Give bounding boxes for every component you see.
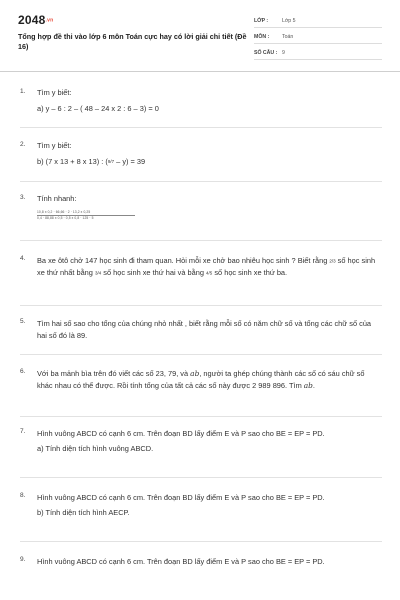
question-divider <box>20 305 382 306</box>
meta-value: Lớp 5 <box>282 17 296 24</box>
numerator: 10,8 x 0,2 · 66,66 · 2 · 13,2 x 0,25 <box>37 209 91 214</box>
question-text: Với ba mảnh bìa trên đó viết các số 23, 79, và ab, người ta ghép chúng thành các số có sáu chữ số khác nhau có thể được. Rồi tính tổng của tất cả các số này được 2 989 896. Tìm ab. <box>37 369 365 390</box>
meta-key: LỚP : <box>254 17 269 24</box>
variable-ab: ab <box>303 380 313 390</box>
question-content <box>37 157 382 167</box>
question-prompt: Tìm y biết: <box>37 141 72 150</box>
question-number: 1. <box>20 88 26 95</box>
question-prompt: Tìm y biết: <box>37 88 72 97</box>
page-header <box>0 0 400 78</box>
calc-expression <box>37 210 382 221</box>
fraction: 4/5 <box>206 270 213 276</box>
question-number: 9. <box>20 556 26 563</box>
question-number: 3. <box>20 194 26 201</box>
meta-key: SỐ CÂU : <box>254 49 278 56</box>
fraction: 9/7 <box>107 159 115 164</box>
question-number: 2. <box>20 141 26 148</box>
question-text: Hình vuông ABCD có cạnh 6 cm. Trên đoạn BD lấy điểm E và P sao cho BE = EP = PD. <box>37 429 325 438</box>
meta-key: MÔN : <box>254 33 270 40</box>
meta-value: Toán <box>282 33 294 40</box>
content-text: b) (7 x 13 + 8 x 13) : ( <box>37 156 108 166</box>
question-text: Ba xe ôtô chở 147 học sinh đi tham quan. Hỏi mỗi xe chở bao nhiêu học sinh ? Biết rằng 2/3 số học sinh xe thứ nhất bằng 3/4 số học sinh xe thứ hai và bằng 4/5 số học sinh xe thứ ba. <box>37 256 376 277</box>
meta-row-subject <box>254 30 382 44</box>
meta-row-grade <box>254 14 382 28</box>
content-text: – y) = 39 <box>114 156 146 166</box>
meta-row-count <box>254 46 382 60</box>
question-number: 6. <box>20 368 26 375</box>
logo-tld: .vn <box>45 17 54 24</box>
question-divider <box>20 416 382 417</box>
question-divider <box>20 541 382 542</box>
fraction: 3/4 <box>94 270 102 276</box>
question-divider <box>20 354 382 355</box>
header-divider <box>0 71 400 72</box>
question-number: 8. <box>20 492 26 499</box>
question-divider <box>20 127 382 128</box>
denominator: 0,4 · 88,88 x 0,5 · 0,5 x 0,8 · 125 · 5 <box>37 215 94 220</box>
question-prompt: Tính nhanh: <box>37 194 77 203</box>
question-divider <box>20 477 382 478</box>
question-subpart: b) Tính diện tích hình AECP. <box>37 507 130 517</box>
question-divider <box>20 240 382 241</box>
question-number: 7. <box>20 428 26 435</box>
meta-panel <box>254 14 382 62</box>
question-divider <box>20 181 382 182</box>
question-text: Tìm hai số sao cho tổng của chúng nhỏ nhất , biết rằng mỗi số có năm chữ số và tổng các chữ số của hai số đó là 89. <box>37 319 372 340</box>
question-number: 4. <box>20 255 26 262</box>
question-content: a) y – 6 : 2 – ( 48 – 24 x 2 : 6 – 3) = 0 <box>37 103 159 113</box>
question-subpart: a) Tính diện tích hình vuông ABCD. <box>37 443 154 453</box>
logo-text: 2048 <box>18 13 46 27</box>
question-text: Hình vuông ABCD có cạnh 6 cm. Trên đoạn BD lấy điểm E và P sao cho BE = EP = PD. <box>37 557 325 566</box>
variable-ab: ab <box>190 369 200 378</box>
meta-value: 9 <box>282 49 285 56</box>
question-number: 5. <box>20 318 26 325</box>
page-title: Tổng hợp đề thi vào lớp 6 môn Toán cực hay có lời giải chi tiết (Đề 16) <box>18 32 247 51</box>
fraction: 2/3 <box>329 258 336 264</box>
question-text: Hình vuông ABCD có cạnh 6 cm. Trên đoạn BD lấy điểm E và P sao cho BE = EP = PD. <box>37 493 325 502</box>
